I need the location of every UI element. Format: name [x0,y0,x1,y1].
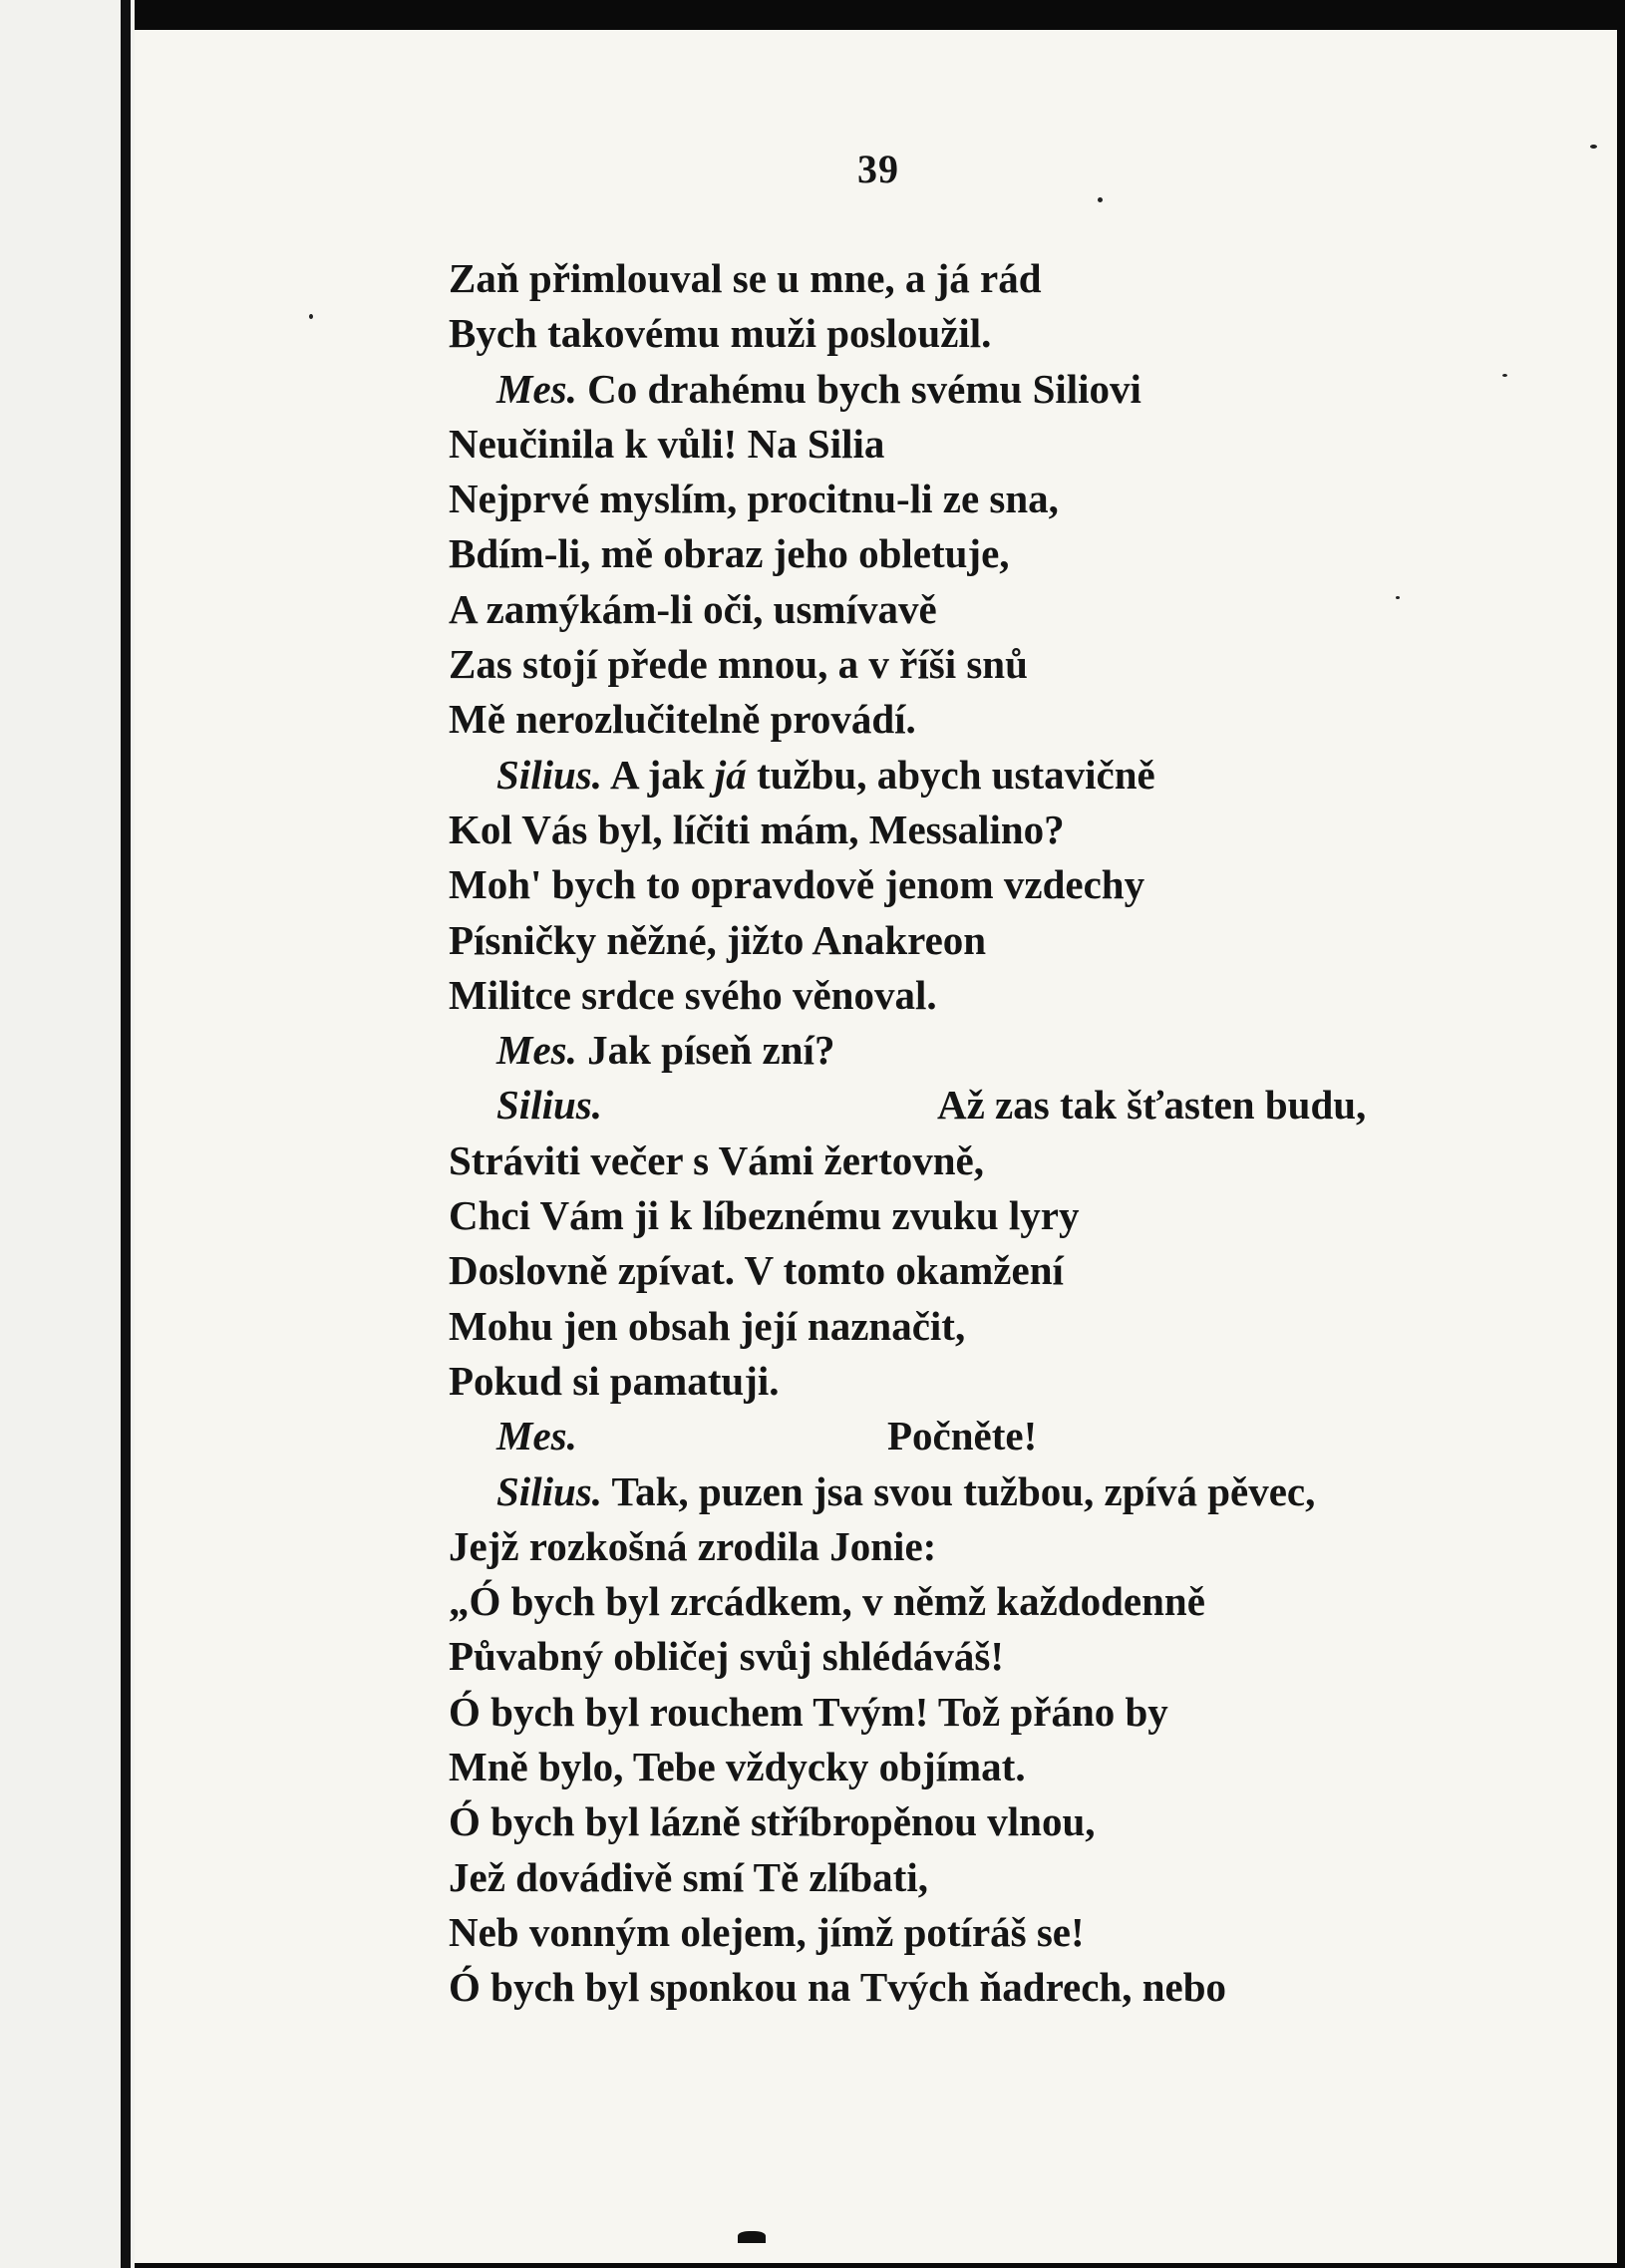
text-line: Zas stojí přede mnou, a v říši snů [449,641,1028,688]
text-line: Pokud si pamatuji. [449,1357,780,1404]
print-speck [1590,145,1597,149]
emphasis: já [714,751,747,798]
scan-artifact [738,2231,766,2243]
text-line: Jejž rozkošná zrodila Jonie: [449,1522,937,1569]
speaker-name: Mes. [496,365,577,412]
text-line: Mohu jen obsah její naznačit, [449,1302,966,1349]
text-line: Militce srdce svého věnoval. [449,971,937,1018]
text-line: Silius. Až zas tak šťasten budu, [496,1082,1367,1129]
text-line: Kol Vás byl, líčiti mám, Messalino? [449,806,1065,852]
text-line: Zaň přimlouval se u mne, a já rád [449,255,1042,301]
text-line: Ó bych byl rouchem Tvým! Tož přáno by [449,1688,1168,1735]
text-line: Mes. Počněte! [496,1413,1038,1459]
gutter-rule [121,0,131,2268]
left-page-edge [0,0,135,2268]
text-line: Bych takovému muži posloužil. [449,310,992,357]
text-line: Moh' bych to opravdově jenom vzdechy [449,861,1145,908]
text-line: Neučinila k vůli! Na Silia [449,420,885,467]
text-line: Půvabný obličej svůj shlédáváš! [449,1633,1005,1680]
text-line: Mě nerozlučitelně provádí. [449,696,916,743]
text-line: Jež dovádivě smí Tě zlíbati, [449,1853,928,1900]
speaker-name: Silius. [496,751,602,798]
text-line: Ó bych byl lázně stříbropěnou vlnou, [449,1798,1096,1845]
text-line: Chci Vám ji k líbeznému zvuku lyry [449,1192,1080,1239]
text-line: Doslovně zpívat. V tomto okamžení [449,1247,1064,1294]
page-number: 39 [857,147,899,191]
text-line: Silius. A jak já tužbu, abych ustavičně [496,751,1155,798]
print-speck [1098,197,1103,202]
play-text [449,251,1595,2016]
text-line: Ó bych byl sponkou na Tvých ňadrech, nebo [449,1964,1227,2011]
text-line: A zamýkám-li oči, usmívavě [449,585,937,632]
text-line: Silius. Tak, puzen jsa svou tužbou, zpívá pěvec, [496,1467,1316,1514]
text-line: Neb vonným olejem, jímž potíráš se! [449,1908,1085,1955]
text-line: Mně bylo, Tebe vždycky objímat. [449,1744,1026,1790]
text-line: Písničky něžné, jižto Anakreon [449,916,987,963]
text-line: Bdím-li, mě obraz jeho obletuje, [449,530,1010,577]
speaker-name: Mes. [496,1027,577,1074]
text-line: „Ó bych byl zrcádkem, v němž každodenně [449,1578,1205,1625]
text-line: Nejprvé myslím, procitnu-li ze sna, [449,476,1059,522]
text-line: Mes. Co drahému bych svému Siliovi [496,365,1141,412]
speaker-name: Mes. [496,1413,577,1459]
text-line: Mes. Jak píseň zní? [496,1027,835,1074]
speaker-name: Silius. [496,1082,602,1129]
speaker-name: Silius. [496,1467,602,1514]
print-speck [309,314,313,319]
text-line: Stráviti večer s Vámi žertovně, [449,1136,985,1183]
